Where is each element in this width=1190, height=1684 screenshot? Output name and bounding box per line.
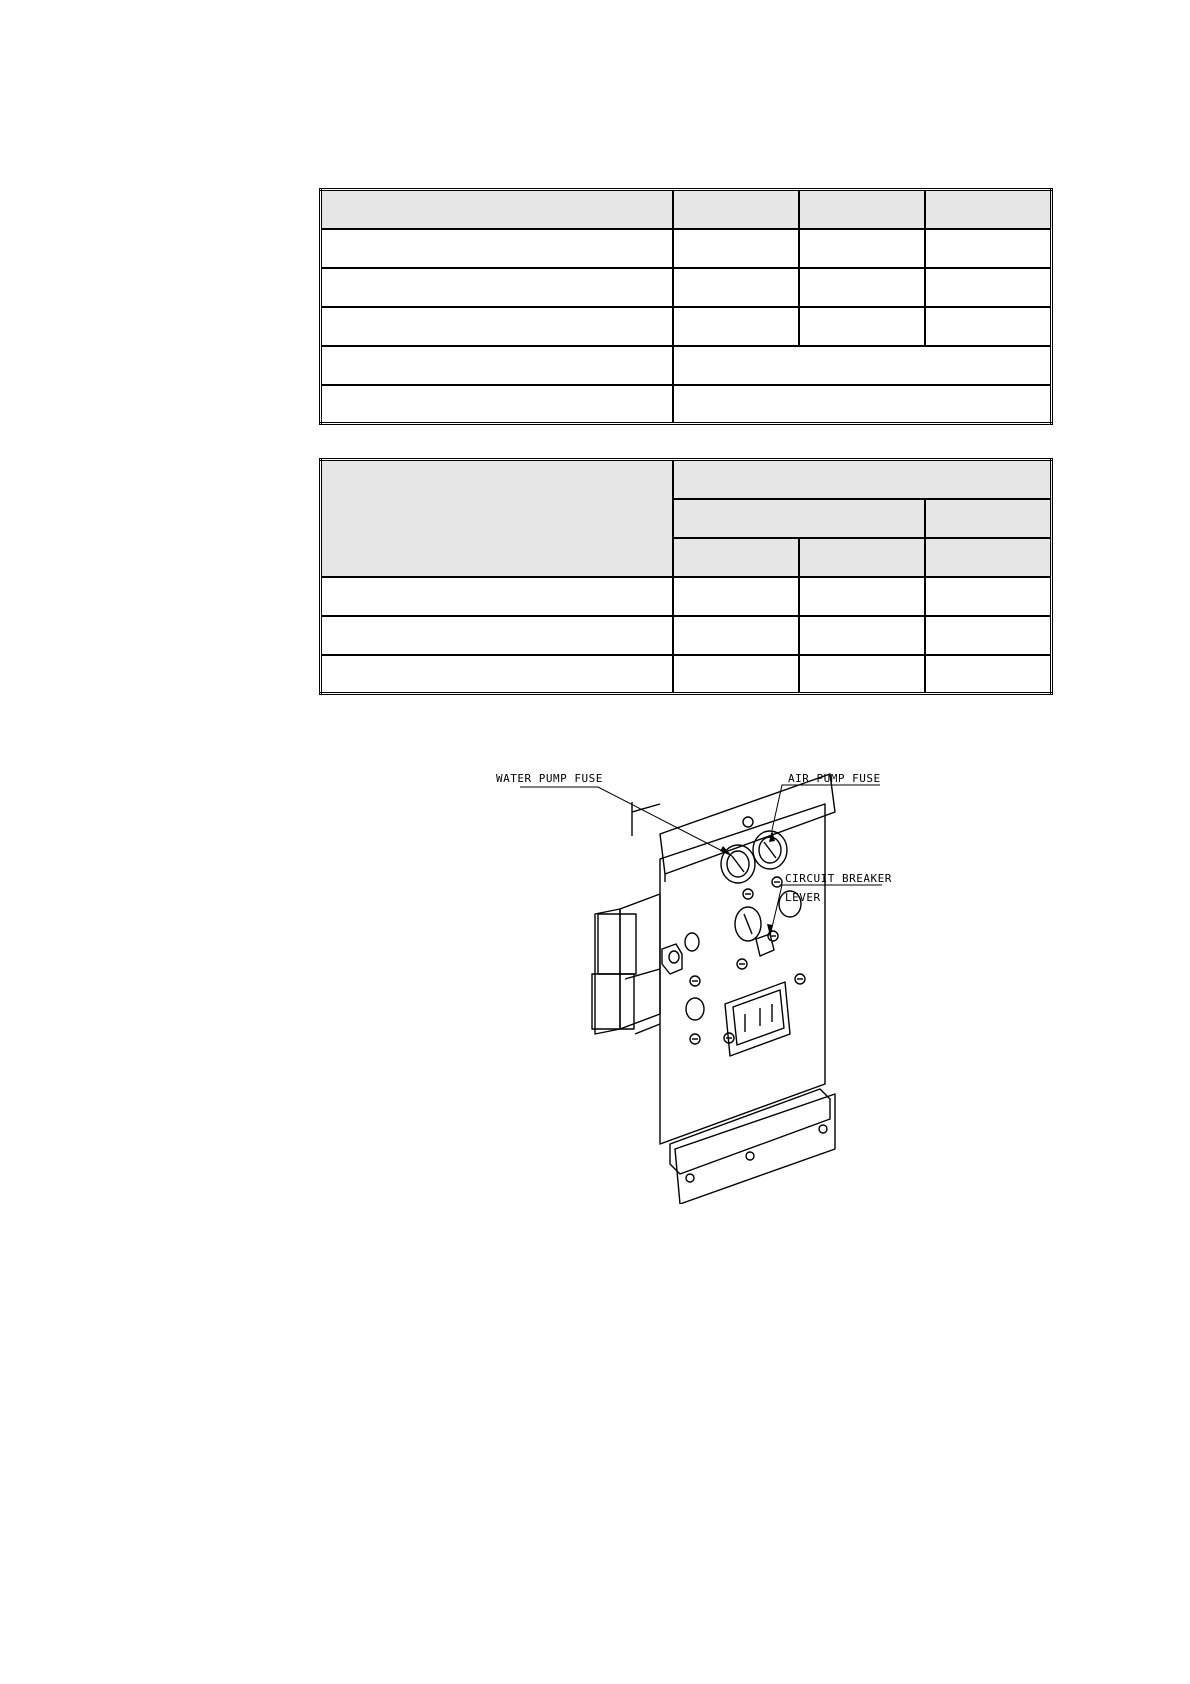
- table-row: [321, 385, 1052, 424]
- table-cell: [321, 577, 673, 616]
- table-cell: [321, 307, 673, 346]
- table-cell: [321, 655, 673, 694]
- header-cell: [673, 538, 799, 577]
- table-cell: [321, 385, 673, 424]
- table-cell: [925, 616, 1051, 655]
- table-row: [321, 307, 1052, 346]
- header-cell: [799, 190, 925, 229]
- table-cell: [673, 655, 799, 694]
- header-cell: [925, 499, 1051, 538]
- table-cell: [673, 268, 799, 307]
- table-cell: [799, 268, 925, 307]
- table-cell: [799, 577, 925, 616]
- air-pump-fuse-label: AIR PUMP FUSE: [788, 772, 881, 785]
- table-cell: [925, 307, 1051, 346]
- table-cell: [321, 616, 673, 655]
- header-cell: [925, 190, 1051, 229]
- table-cell: [321, 229, 673, 268]
- table-row: [321, 616, 1052, 655]
- table-cell: [673, 307, 799, 346]
- fuse-panel-figure: [520, 764, 960, 1204]
- header-cell-subgroup: [673, 499, 925, 538]
- panel-outline: [592, 774, 835, 1204]
- table-cell-merged: [673, 346, 1052, 385]
- circuit-breaker-lever-label: LEVER: [785, 891, 821, 904]
- table-header-row: [321, 460, 1052, 499]
- table-cell: [799, 616, 925, 655]
- table-cell: [925, 577, 1051, 616]
- table-cell-merged: [673, 385, 1052, 424]
- table-cell: [673, 616, 799, 655]
- table-row: [321, 229, 1052, 268]
- table-row: [321, 655, 1052, 694]
- table-cell: [799, 229, 925, 268]
- table-cell: [673, 229, 799, 268]
- table-header-row: [321, 190, 1052, 229]
- circuit-breaker-label: CIRCUIT BREAKER: [785, 872, 892, 885]
- table-cell: [799, 655, 925, 694]
- header-cell-rowspan: [321, 460, 673, 577]
- water-pump-fuse-label: WATER PUMP FUSE: [496, 772, 603, 785]
- table-cell: [925, 655, 1051, 694]
- table-cell: [321, 268, 673, 307]
- table-cell: [799, 307, 925, 346]
- table-cell: [925, 268, 1051, 307]
- spec-table-bottom: [319, 458, 1053, 695]
- table-cell: [673, 577, 799, 616]
- header-cell: [673, 190, 799, 229]
- fuse-panel-drawing: [520, 764, 960, 1204]
- table-row: [321, 346, 1052, 385]
- spec-table-top: [319, 188, 1053, 425]
- table-cell: [321, 346, 673, 385]
- table-row: [321, 577, 1052, 616]
- header-cell: [799, 538, 925, 577]
- header-cell-group: [673, 460, 1052, 499]
- header-cell: [925, 538, 1051, 577]
- table-row: [321, 268, 1052, 307]
- header-cell: [321, 190, 673, 229]
- table-cell: [925, 229, 1051, 268]
